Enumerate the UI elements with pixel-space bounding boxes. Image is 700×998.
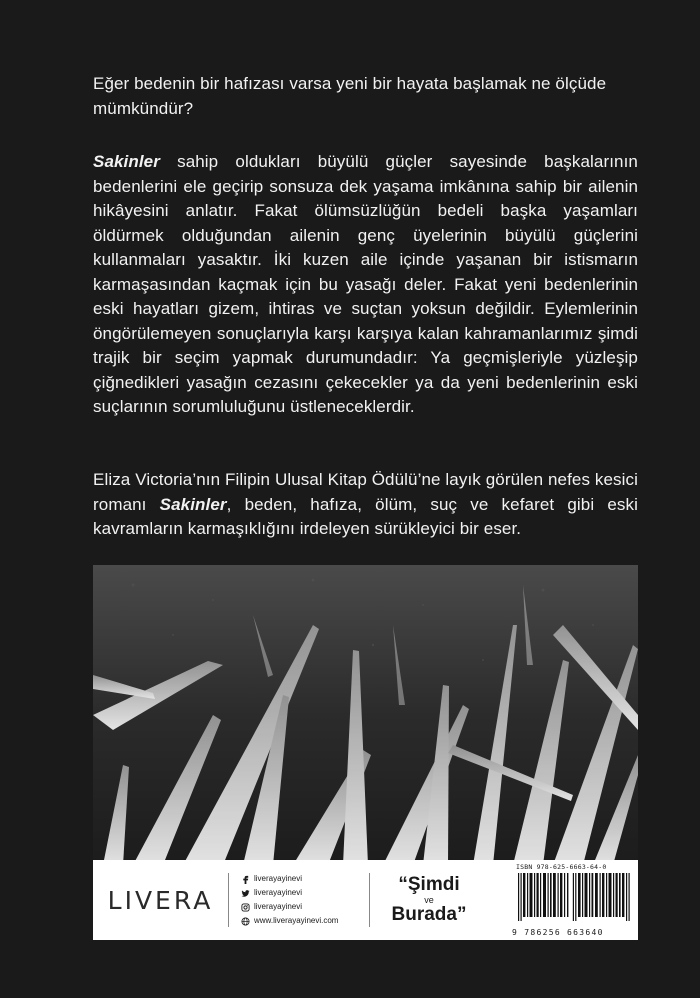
closing-paragraph <box>93 468 638 542</box>
synopsis-paragraph <box>93 150 638 420</box>
globe-icon <box>241 917 250 926</box>
book-title-inline: Sakinler <box>159 494 227 514</box>
closing-text-before: Eliza Victoria’nın Filipin Ulusal Kitap Ödülü’ne layık görülen nefes kesici romanı <box>93 470 638 514</box>
book-title-inline: Sakinler <box>93 152 160 171</box>
facebook-icon <box>241 875 250 884</box>
twitter-icon <box>241 889 250 898</box>
series-line2: Burada” <box>391 904 467 925</box>
isbn-digits: 9 786256 663640 <box>512 928 604 937</box>
social-text: liverayayinevi <box>254 874 303 883</box>
synopsis-text: sahip oldukları büyülü güçler sayesinde başkalarının bedenlerini ele geçirip sonsuza dek yaşama imkânına sahip bir ailenin hikâyesini anlatır. Fakat ölümsüzlüğün bedeli başka yaşamları öldürmek olduğundan ailenin genç üyelerinin büyülü güçlerini kullanmaları yasaktır. İki kuzen aile içinde yaşanan bir istismarın karmaşasından kaçmak için bu yasağı deler. Fakat yeni bedenlerinin eski hayatları gizem, ihtiras ve suçtan yoksun değildir. Eylemlerinin öngörülemeyen sonuçlarıyla karşı karşıya kalan kahramanlarımız şimdi trajik bir seçim yapmak durumundadır: Ya geçmişleriyle yüzleşip çiğnedikleri yasağın cezasını çekecekler ya da yeni bedenlerinin eski suçlarının sorumluluğunu üstleneceklerdir. <box>93 152 638 416</box>
social-text: liverayayinevi <box>254 888 303 897</box>
isbn-label: ISBN 978-625-6663-64-0 <box>516 863 607 871</box>
social-text: liverayayinevi <box>254 902 303 911</box>
series-line1: “Şimdi <box>398 874 460 895</box>
intro-question: Eğer bedenin bir hafızası varsa yeni bir hayata başlamak ne ölçüde mümkündür? <box>93 74 607 118</box>
social-twitter[interactable] <box>241 886 369 900</box>
grass-illustration <box>93 565 638 865</box>
publisher-logo: LIVERA <box>107 885 214 915</box>
instagram-icon <box>241 903 250 912</box>
social-facebook[interactable] <box>241 872 369 886</box>
closing-text-after: , beden, hafıza, ölüm, suç ve kefaret gibi eski kavramların karmaşıklığını irdeleyen sürükleyici bir eser. <box>93 494 638 538</box>
isbn-barcode <box>508 860 638 940</box>
series-ve: ve <box>424 895 434 905</box>
social-links <box>229 872 369 928</box>
barcode-bars <box>518 873 630 921</box>
social-text: www.liverayayinevi.com <box>254 916 339 925</box>
social-website[interactable] <box>241 914 369 928</box>
publisher-footer <box>93 860 638 940</box>
social-instagram[interactable] <box>241 900 369 914</box>
cover-artwork <box>93 565 638 865</box>
series-logo <box>370 875 488 925</box>
